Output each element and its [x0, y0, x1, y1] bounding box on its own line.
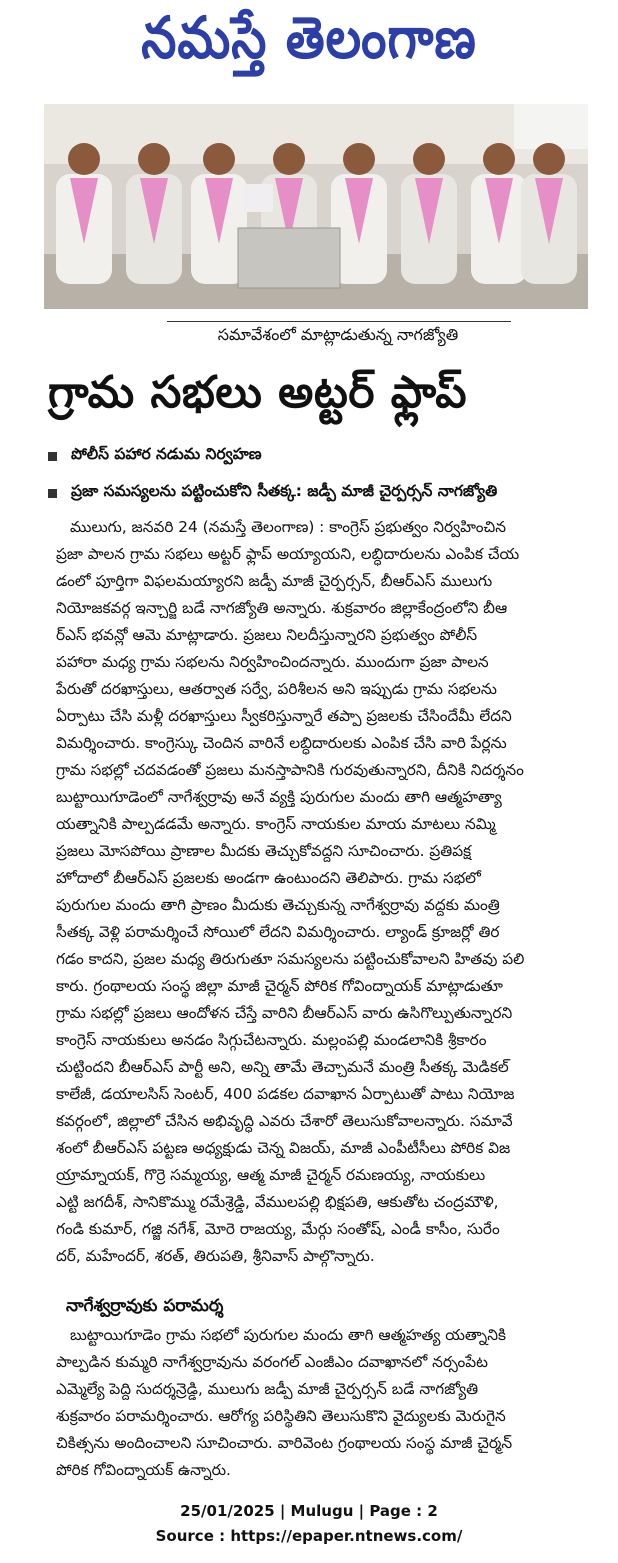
article-text-line: కాలేజీ, డయాలసిస్ సెంటర్, 400 పడకల దవాఖాన ఏర్పాటుతో పాటు నియోజ — [56, 1085, 515, 1103]
article-text-line: ఎట్టి జగదీశ్, సానికొమ్ము రమేశ్రెడ్డి, వేములపల్లి భిక్షపతి, ఆకుతోట చంద్రమౌళి, — [56, 1193, 499, 1211]
footer-dateline: 25/01/2025 | Mulugu | Page : 2 — [180, 1502, 438, 1520]
article-text-line: దర్, మహేందర్, శరత్, తిరుపతి, శ్రీనివాస్ పాల్గొన్నారు. — [56, 1247, 375, 1265]
article-text-line: నియోజకవర్గ ఇన్చార్జి బడే నాగజ్యోతి అన్నారు. శుక్రవారం జిల్లాకేంద్రంలోని బీఆ — [56, 599, 508, 617]
article-text-line: కారు. గ్రంథాలయ సంస్థ జిల్లా మాజీ చైర్మన్ పోరిక గోవింద్నాయక్ మాట్లాడుతూ — [56, 977, 503, 995]
sub-article-body — [56, 1322, 590, 1484]
article-text-line: పేరుతో దరఖాస్తులు, ఆతర్వాత సర్వే, పరిశీలన అని ఇప్పుడు గ్రామ సభలను — [56, 680, 497, 698]
article-body — [56, 514, 590, 1270]
article-text-line: పహారా మధ్య గ్రామ సభలను నిర్వహించిందన్నారు. ముందుగా ప్రజా పాలన — [56, 653, 489, 671]
article-text-line: చికిత్సను అందించాలని సూచించారు. వారివెంట గ్రంథాలయ సంస్థ మాజీ చైర్మన్ — [56, 1434, 513, 1452]
headline: గ్రామ సభలు అట్టర్ ఫ్లాప్ — [48, 367, 468, 418]
article-text-line: హోదాలో బీఆర్ఎస్ ప్రజలకు అండగా ఉంటుందని తెలిపారు. గ్రామ సభలో — [56, 869, 481, 887]
article-text-line: పోరిక గోవింద్నాయక్ ఉన్నారు. — [56, 1461, 231, 1479]
footer-source: Source : https://epaper.ntnews.com/ — [155, 1527, 463, 1545]
article-text-line: డంలో పూర్తిగా విఫలమయ్యారని జడ్పీ మాజీ చైర్పర్సన్, బీఆర్ఎస్ ములుగు — [56, 572, 493, 590]
article-text-line: పురుగుల మందు తాగి ప్రాణం మీదుకు తెచ్చుకున్న నాగేశ్వర్రావు వద్దకు మంత్రి — [56, 896, 500, 914]
article-text-line: గడం కాదని, ప్రజల మధ్య తిరుగుతూ సమస్యలను పట్టించుకోవాలని హితవు పలి — [56, 950, 525, 968]
bullet-text: పోలీస్ పహార నడుమ నిర్వహణ — [71, 445, 262, 463]
article-text-line: ములుగు, జనవరి 24 (నమస్తే తెలంగాణ) : కాంగ్రెస్ ప్రభుత్వం నిర్వహించిన — [70, 518, 506, 536]
article-text-line: గ్రామ సభల్లో చదవడంతో ప్రజలు మనస్తాపానికి గురవుతున్నారని, దీనికి నిదర్శనం — [56, 761, 524, 779]
bullet-square-icon — [48, 452, 57, 461]
photo-caption: సమావేశంలో మాట్లాడుతున్న నాగజ్యోతి — [217, 325, 459, 344]
bullet-point — [48, 443, 262, 469]
article-text-line: గ్రామ సభల్లో ప్రజలు ఆందోళన చేస్తే వారిని బీఆర్ఎస్ వారు ఉసిగొల్పుతున్నారని — [56, 1004, 513, 1022]
article-text-line: శంలో బీఆర్ఎస్ పట్టణ అధ్యక్షుడు చెన్న విజయ్, మాజీ ఎంపీటీసీలు పోరిక విజ — [56, 1139, 511, 1157]
article-text-line: ప్రజలు మోసపోయి ప్రాణాల మీదకు తెచ్చుకోవద్దని సూచించారు. ప్రతిపక్ష — [56, 842, 472, 860]
article-text-line: ఎమ్మెల్యే పెద్ది సుదర్శన్రెడ్డి, ములుగు జడ్పీ మాజీ చైర్పర్సన్ బడే నాగజ్యోతి — [56, 1380, 479, 1398]
article-text-line: చుట్టిందని బీఆర్ఎస్ పార్టీ అని, అన్ని తామే తెచ్చామనే మంత్రి సీతక్క మెడికల్ — [56, 1058, 509, 1076]
article-text-line: ఏర్పాటు చేసి మళ్లీ దరఖాస్తులు స్వీకరిస్తున్నారే తప్పా ప్రజలకు చేసిందేమీ లేదని — [56, 707, 512, 725]
article-text-line: విమర్శించారు. కాంగ్రెస్కు చెందిన వారినే లబ్ధిదారులకు ఎంపిక చేసి వారి పేర్లను — [56, 734, 507, 752]
article-text-line: బుట్టాయిగూడెం గ్రామ సభలో పురుగుల మందు తాగి ఆత్మహత్య యత్నానికి — [70, 1326, 506, 1344]
article-text-line: బుట్టాయిగూడెంలో నాగేశ్వర్రావు అనే వ్యక్తి పురుగుల మందు తాగి ఆత్మహత్యా — [56, 788, 502, 806]
news-photo — [44, 104, 588, 309]
article-text-line: గండి కుమార్, గజ్జి నగేశ్, మోరె రాజయ్య, మేర్గు సంతోష్, ఎండీ కాసీం, సురేం — [56, 1220, 500, 1238]
article-text-line: సీతక్క వెళ్లి పరామర్శించే సోయిలో లేదని విమర్శించారు. ల్యాండ్ క్రూజర్లో తిర — [56, 923, 500, 941]
article-text-line: కాంగ్రెస్ నాయకులు అనడం సిగ్గుచేటన్నారు. మల్లంపల్లి మండలానికి శ్రీకారం — [56, 1031, 487, 1049]
article-text-line: యత్నానికి పాల్పడడమే అన్నారు. కాంగ్రెస్ నాయకుల మాయ మాటలు నమ్మి — [56, 815, 496, 833]
masthead-logo — [0, 0, 618, 90]
article-text-line: య్రామ్నాయక్, గొర్రె సమ్మయ్య, ఆత్మ మాజీ చైర్మన్ రమణయ్య, నాయకులు — [56, 1166, 486, 1184]
bullet-square-icon — [48, 489, 57, 498]
article-text-line: శుక్రవారం పరామర్శించారు. ఆరోగ్య పరిస్థితిని తెలుసుకొని వైద్యులకు మెరుగైన — [56, 1407, 506, 1425]
bullet-point — [48, 480, 497, 506]
masthead-title: నమస్తే తెలంగాణ — [141, 4, 477, 71]
article-text-line: ర్ఎస్ భవన్లో ఆమె మాట్లాడారు. ప్రజలు నిలదీస్తున్నారని ప్రభుత్వం పోలీస్ — [56, 626, 478, 644]
article-text-line: ప్రజా పాలన గ్రామ సభలు అట్టర్ ఫ్లాప్ అయ్యాయని, లబ్ధిదారులను ఎంపిక చేయ — [56, 545, 520, 563]
caption-rule — [167, 321, 511, 322]
subheading: నాగేశ్వర్రావుకు పరామర్శ — [66, 1296, 224, 1316]
article-text-line: పాల్పడిన కుమ్మరి నాగేశ్వర్రావును వరంగల్ ఎంజీఎం దవాఖానలో నర్సంపేట — [56, 1353, 488, 1371]
bullet-text: ప్రజా సమస్యలను పట్టించుకోని సీతక్క: జడ్పీ మాజీ చైర్పర్సన్ నాగజ్యోతి — [71, 482, 498, 500]
article-text-line: కవర్గంలో, జిల్లాలో చేసిన అభివృద్ధి ఎవరు చేశారో తెలుసుకోవాలన్నారు. సమావే — [56, 1112, 513, 1130]
